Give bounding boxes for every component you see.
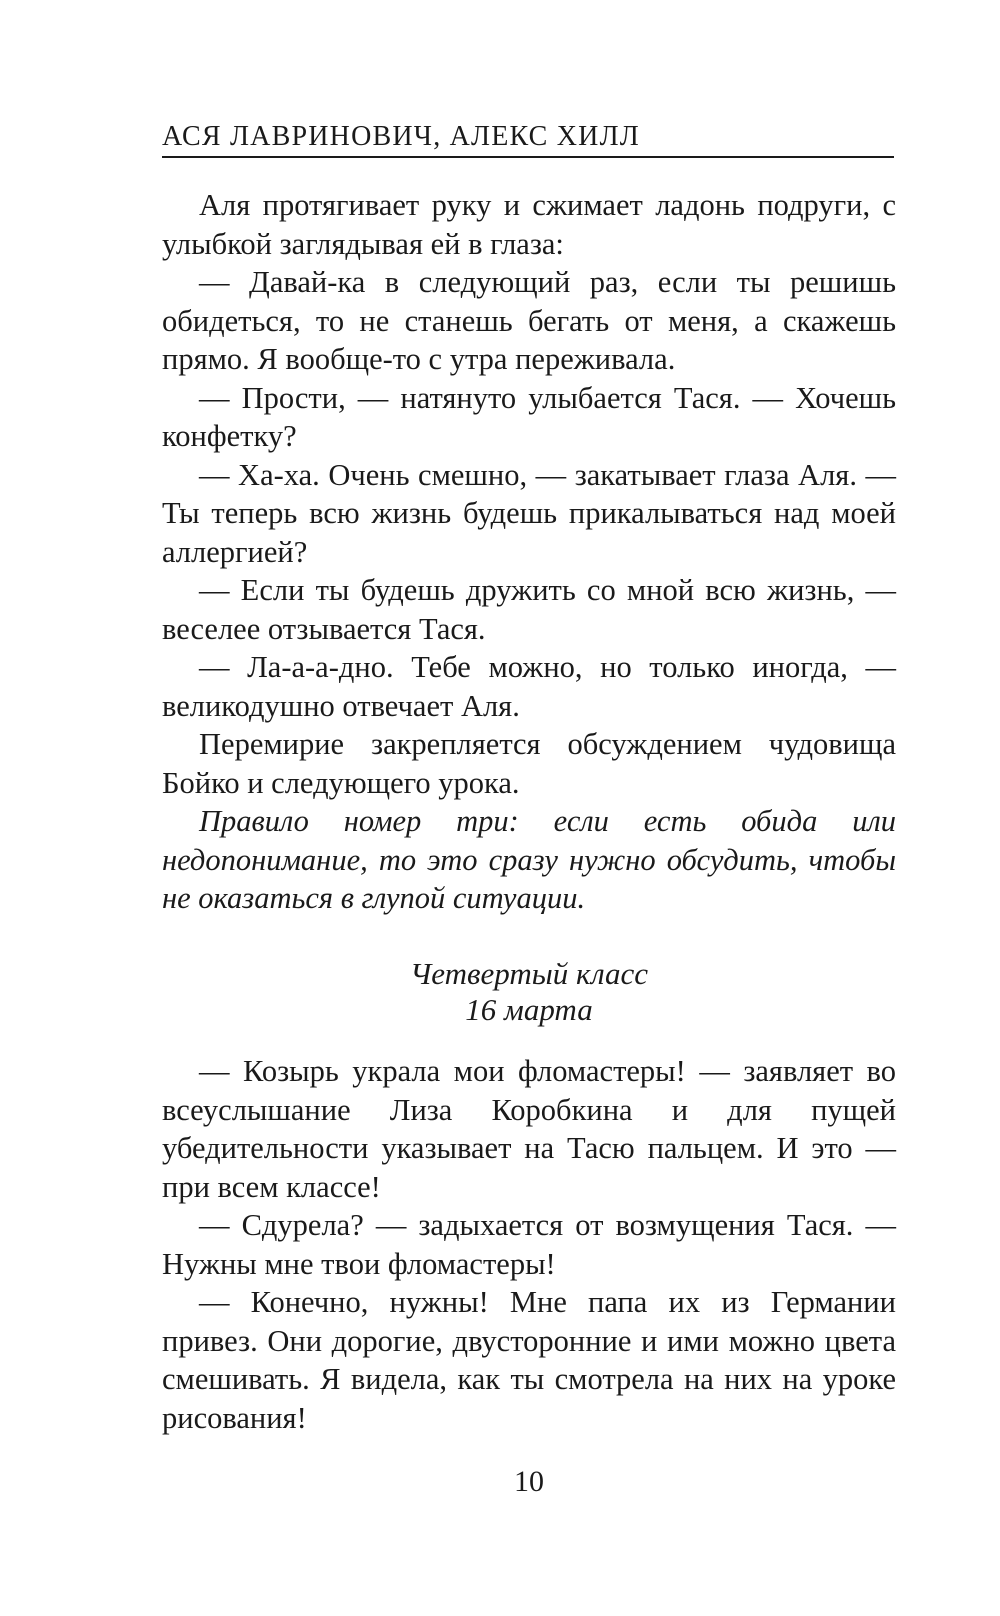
chapter-heading [162, 956, 896, 1028]
paragraph: — Ла-а-а-дно. Тебе можно, но только иногда, — великодушно отвечает Аля. [162, 650, 896, 723]
heading-class: Четвертый класс [409, 956, 649, 991]
paragraph: — Козырь украла мои фломастеры! — заявляет во всеуслышание Лиза Коробкина и для пущей убедительности указывает на Тасю пальцем. И это — при всем классе! [162, 1054, 896, 1204]
heading-date: 16 марта [465, 992, 593, 1027]
text-section-2 [162, 1052, 896, 1437]
paragraph: — Конечно, нужны! Мне папа их из Германии привез. Они дорогие, двусторонние и ими можно цвета смешивать. Я видела, как ты смотрела на них на уроке рисования! [162, 1285, 896, 1435]
running-head-authors: АСЯ ЛАВРИНОВИЧ, АЛЕКС ХИЛЛ [162, 120, 894, 158]
page-number: 10 [514, 1465, 544, 1498]
text-section-1 [162, 186, 896, 918]
paragraph: Перемирие закрепляется обсуждением чудовища Бойко и следующего урока. [162, 727, 896, 800]
paragraph: — Если ты будешь дружить со мной всю жизнь, — веселее отзывается Тася. [162, 573, 896, 646]
paragraph: — Ха-ха. Очень смешно, — закатывает глаза Аля. — Ты теперь всю жизнь будешь прикалываться над моей аллергией? [162, 457, 896, 569]
paragraph: Аля протягивает руку и сжимает ладонь подруги, с улыбкой заглядывая ей в глаза: [162, 188, 896, 261]
rule-block [162, 802, 896, 918]
rule-paragraph: Правило номер три: если есть обида или недопонимание, то это сразу нужно обсудить, чтобы не оказаться в глупой ситуации. [162, 804, 896, 915]
paragraph: — Сдурела? — задыхается от возмущения Тася. — Нужны мне твои фломастеры! [162, 1208, 896, 1281]
paragraph: — Прости, — натянуто улыбается Тася. — Хочешь конфетку? [162, 380, 896, 453]
paragraph: — Давай-ка в следующий раз, если ты решишь обидеться, то не станешь бегать от меня, а скажешь прямо. Я вообще-то с утра переживала. [162, 265, 896, 376]
